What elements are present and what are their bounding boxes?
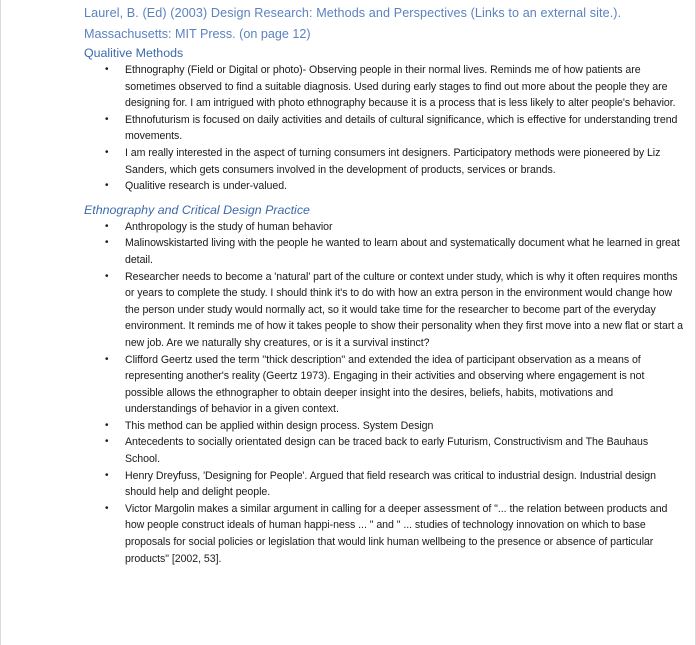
list-item: [84, 468, 683, 501]
list-item: [84, 501, 683, 567]
bullet-icon: •: [105, 502, 109, 514]
bullet-icon: •: [105, 180, 109, 192]
bullet-icon: •: [105, 469, 109, 481]
list-item: [84, 434, 683, 467]
list-item: [84, 418, 683, 435]
list-item-text: Victor Margolin makes a similar argument in calling for a deeper assessment of "... the relation between products and how people construct ideals of human happi-ness ... " and " ... studies of technology innovation on which to base proposals for social policies or legislation that would link human wellbeing to the presence or absence of particular products" [2002, 53].: [125, 502, 668, 565]
bullet-icon: •: [105, 64, 109, 75]
list-item: [84, 178, 683, 195]
bullet-icon: •: [105, 270, 109, 282]
list-item-text: Qualitive research is under-valued.: [125, 180, 287, 193]
list-item-text: Clifford Geertz used the term ''thick description'' and extended the idea of participant observation as a means of representing another's reality (Geertz 1973). Engaging in their activities and observing where engagement is not possible allows the ethnographer to obtain deeper insight into the desires, beliefs, habits, motivations and understandings of behavior in a given context.: [125, 353, 645, 416]
list-item-text: Henry Dreyfuss, 'Designing for People'. Argued that field research was critical to industrial design. Industrial design should help and delight people.: [125, 469, 656, 499]
list-item-text: Ethnofuturism is focused on daily activities and details of cultural significance, which is effective for understanding trend movements.: [125, 113, 678, 143]
list-item-text: Malinowskistarted living with the people he wanted to learn about and systematically document what he learned in great detail.: [125, 237, 680, 266]
bullet-icon: •: [105, 220, 109, 232]
ethnography-heading: Ethnography and Critical Design Practice: [84, 202, 310, 217]
bullet-icon: •: [105, 419, 109, 431]
list-item-text: Ethnography (Field or Digital or photo)- Observing people in their normal lives. Reminds me of how patients are sometimes observed to find a suitable diagnosis. Used during early stages to find out more about the people they are designing for. I am intrigued with photo ethnography because it is a process that is less likely to alter people's behavior.: [125, 64, 676, 110]
list-item: [84, 269, 683, 352]
bullet-icon: •: [105, 436, 109, 448]
list-item: [84, 235, 683, 268]
list-item: [84, 145, 683, 178]
bullet-icon: •: [105, 237, 109, 249]
reference-publisher: Massachusetts: MIT Press. (on page 12): [84, 27, 311, 41]
bullet-icon: •: [105, 113, 109, 125]
reference-link[interactable]: Laurel, B. (Ed) (2003) Design Research: Methods and Perspectives (Links to an external site.).: [84, 6, 622, 20]
list-item-text: Antecedents to socially orientated design can be traced back to early Futurism, Constructivism and The Bauhaus School.: [125, 436, 649, 466]
list-item-text: Researcher needs to become a 'natural' part of the culture or context under study, which is why it often requires months or years to complete the study. I should think it's to do with how an extra person in the environment would change how the person under study would normally act, so it would take time for the researcher to become part of the everyday environment. It reminds me of how it takes people to show their personality when they first move into a new flat or start a new job. Are we naturally shy creatures, or is it a survival instinct?: [125, 270, 683, 349]
ethnography-list: [84, 219, 683, 567]
list-item-text: Anthropology is the study of human behavior: [125, 220, 333, 233]
qualitive-methods-heading: Qualitive Methods: [84, 46, 184, 60]
list-item: [84, 352, 683, 418]
list-item-text: I am really interested in the aspect of turning consumers int designers. Participatory methods were pioneered by Liz Sanders, which gets consumers involved in the development of products, services or brands.: [125, 146, 661, 176]
list-item: [84, 62, 683, 112]
list-item: [84, 219, 683, 236]
qualitive-methods-list: [84, 62, 683, 195]
list-item: [84, 112, 683, 145]
bullet-icon: •: [105, 353, 109, 365]
list-item-text: This method can be applied within design process. System Design: [125, 419, 434, 432]
bullet-icon: •: [105, 146, 109, 158]
